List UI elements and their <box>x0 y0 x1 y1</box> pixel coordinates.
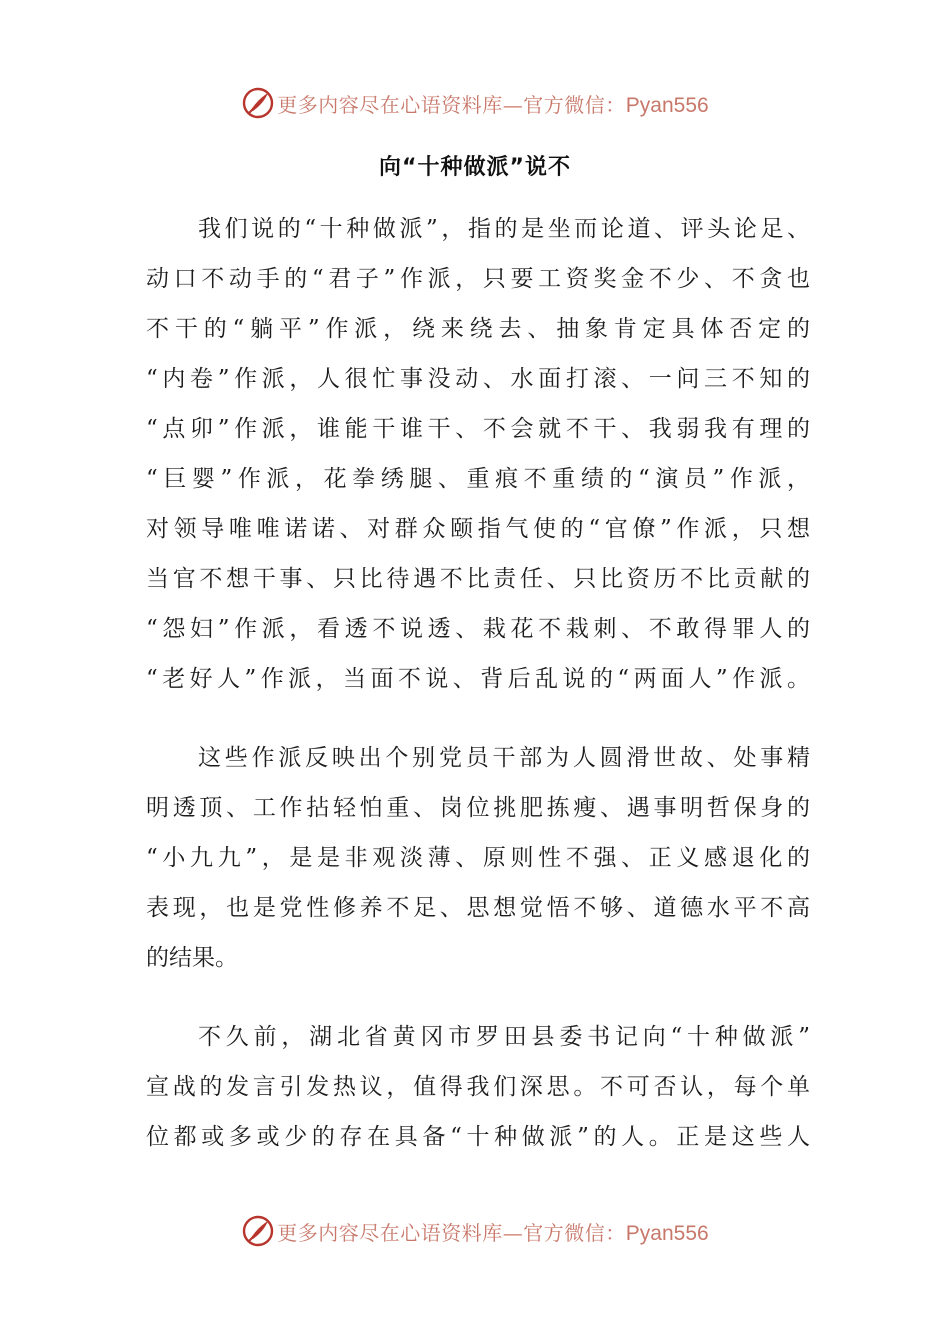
paragraph-3 <box>146 1012 810 1162</box>
text-line: “小九九”，是是非观淡薄、原则性不强、正义感退化的 <box>146 845 810 871</box>
text-line: 表现，也是党性修养不足、思想觉悟不够、道德水平不高 <box>146 895 810 921</box>
text-line: “巨婴”作派，花拳绣腿、重痕不重绩的“演员”作派， <box>146 466 810 492</box>
text-line: 不久前，湖北省黄冈市罗田县委书记向“十种做派” <box>198 1024 810 1050</box>
text-line: “内卷”作派，人很忙事没动、水面打滚、一问三不知的 <box>146 366 810 392</box>
document-title: 向“十种做派”说不 <box>379 155 571 180</box>
banner-text: 更多内容尽在心语资料库—官方微信：Pyan556 <box>277 1220 709 1245</box>
text-line: “怨妇”作派，看透不说透、栽花不栽刺、不敢得罪人的 <box>146 616 810 642</box>
text-line: 明透顶、工作拈轻怕重、岗位挑肥拣瘦、遇事明哲保身的 <box>146 795 810 821</box>
text-line: 我们说的“十种做派”，指的是坐而论道、评头论足、 <box>198 216 810 242</box>
text-line: 对领导唯唯诺诺、对群众颐指气使的“官僚”作派，只想 <box>146 516 810 542</box>
footer-banner <box>0 1211 950 1251</box>
text-line: “点卯”作派，谁能干谁干、不会就不干、我弱我有理的 <box>146 416 810 442</box>
text-line: 的结果。 <box>146 945 238 971</box>
text-line: 这些作派反映出个别党员干部为人圆滑世故、处事精 <box>198 745 810 771</box>
quill-logo-icon <box>241 1214 275 1248</box>
text-line: 不干的“躺平”作派，绕来绕去、抽象肯定具体否定的 <box>146 316 810 342</box>
text-line: 当官不想干事、只比待遇不比责任、只比资历不比贡献的 <box>146 566 810 592</box>
quill-logo-icon <box>241 86 275 120</box>
text-line: “老好人”作派，当面不说、背后乱说的“两面人”作派。 <box>146 666 810 692</box>
paragraph-2 <box>146 733 810 983</box>
banner-text: 更多内容尽在心语资料库—官方微信：Pyan556 <box>277 92 709 117</box>
text-line: 位都或多或少的存在具备“十种做派”的人。正是这些人 <box>146 1124 810 1150</box>
text-line: 宣战的发言引发热议，值得我们深思。不可否认，每个单 <box>146 1074 810 1100</box>
text-line: 动口不动手的“君子”作派，只要工资奖金不少、不贪也 <box>146 266 810 292</box>
paragraph-1 <box>146 204 810 704</box>
header-banner <box>0 83 950 123</box>
